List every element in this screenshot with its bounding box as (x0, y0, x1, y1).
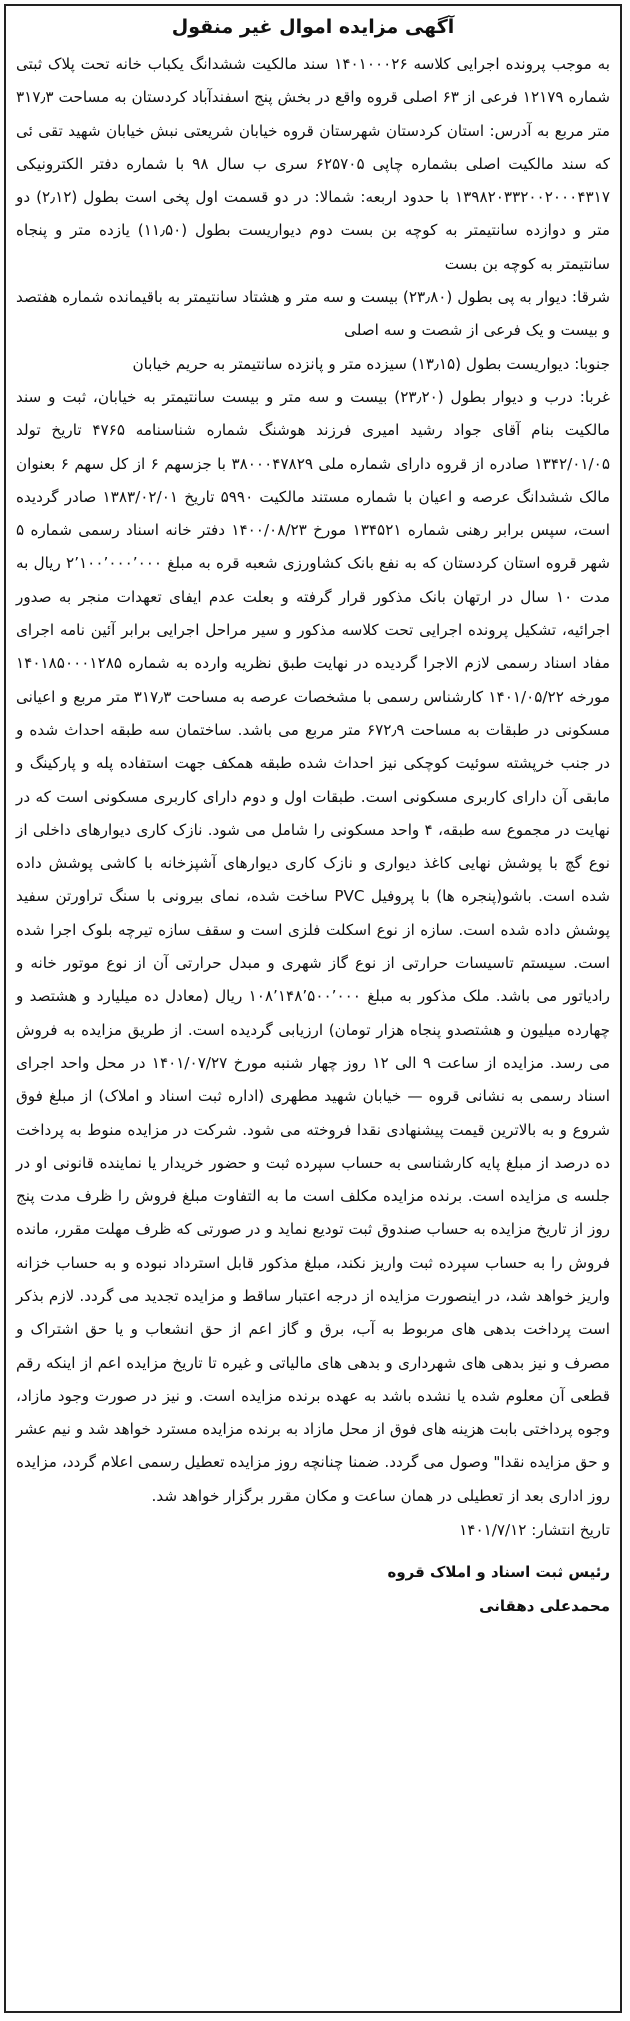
notice-title: آگهی مزایده اموال غیر منقول (171, 16, 455, 38)
body-paragraph-south: جنوبا: دیواریست بطول (۱۳٫۱۵) سیزده متر و پانزده سانتیمتر به حریم خیابان (132, 354, 610, 373)
body-paragraph-west-details: غربا: درب و دیوار بطول (۲۳٫۲۰) بیست و سه متر و بیست سانتیمتر به خیابان، ثبت و سند مالکیت بنام آقای جواد رشید امیری فرزند هوشنگ شماره شناسنامه ۴۷۶۵ تاریخ تولد ۱۳۴۲/۰۱/۰۵ صادره از قروه دارای شماره ملی ۳۸۰۰۰۴۷۸۲۹ با جزسهم ۶ از کل سهم ۶ بعنوان مالک ششدانگ عرصه و اعیان با شماره مستند مالکیت ۵۹۹۰ تاریخ ۱۳۸۳/۰۲/۰۱ صادر گردیده است، سپس برابر رهنی شماره ۱۳۴۵۲۱ مورخ ۱۴۰۰/۰۸/۲۳ دفتر خانه اسناد رسمی شماره ۵ شهر قروه استان کردستان که به نفع بانک کشاورزی شعبه قره به مبلغ ۲٬۱۰۰٬۰۰۰٬۰۰۰ ریال به مدت ۱۰ سال در ارتهان بانک مذکور قرار گرفته و بعلت عدم ایفای تعهدات منجر به صدور اجرائیه، تشکیل پرونده اجرایی تحت کلاسه مذکور و سیر مراحل اجرایی برابر آئین نامه اجرای مفاد اسناد رسمی لازم الاجرا گردیده در نهایت طبق نظریه وارده به شماره ۱۴۰۱۸۵۰۰۰۱۲۸۵ مورخه ۱۴۰۱/۰۵/۲۲ کارشناس رسمی با مشخصات عرصه به مساحت ۳۱۷٫۳ متر مربع و اعیانی مسکونی در طبقات به مساحت ۶۷۲٫۹ متر مربع می باشد. ساختمان سه طبقه احداث شده و در جنب خرپشته سوئیت کوچکی نیز احداث شده طبقه همکف جهت استفاده پله و پارکینگ و مابقی آن دارای کاربری مسکونی است. طبقات اول و دوم دارای کاربری مسکونی است که در نهایت در مجموع سه طبقه، ۴ واحد مسکونی را شامل می شود. نازک کاری دیوارهای داخلی از نوع گچ با پوشش نهایی کاغذ دیواری و نازک کاری دیوارهای آشپزخانه با کاشی پوشش داده شده است. باشو(پنجره ها) با پروفیل PVC ساخت شده، نمای بیرونی با سنگ تراورتن سفید پوشش داده شده است. سازه از نوع اسکلت فلزی است و سقف سازه تیرچه بلوک اجرا شده است. سیستم تاسیسات حرارتی از نوع گاز شهری و مبدل حرارتی آن از نوع موتور خانه و رادیاتور می باشد. ملک مذکور به مبلغ ۱۰۸٬۱۴۸٬۵۰۰٬۰۰۰ ریال (معادل ده میلیارد و هشتصد و چهارده میلیون و هشتصدو پنجاه هزار تومان) ارزیابی گردیده است. از طریق مزایده به فروش می رسد. مزایده از ساعت ۹ الی ۱۲ روز چهار شنبه مورخ ۱۴۰۱/۰۷/۲۷ در محل واحد اجرای اسناد رسمی به نشانی قروه — خیابان شهید مطهری (اداره ثبت اسناد و املاک) از مبلغ فوق شروع و به بالاترین قیمت پیشنهادی نقدا فروخته می شود. شرکت در مزایده منوط به پرداخت ده درصد از مبلغ پایه کارشناسی به حساب سپرده ثبت و حضور خریدار یا نماینده قانونی او در جلسه ی مزایده است. برنده مزایده مکلف است ما به التفاوت مبلغ فروش را ظرف مدت پنج روز از تاریخ مزایده به حساب صندوق ثبت تودیع نماید و در صورتی که ظرف مهلت مقرر، مانده فروش را به حساب سپرده ثبت واریز نکند، مبلغ مذکور قابل استرداد نبوده و به حساب خزانه واریز خواهد شد، در اینصورت مزایده از درجه اعتبار ساقط و مزایده تجدید می گردد. لازم بذکر است پرداخت بدهی های مربوط به آب، برق و گاز اعم از حق انشعاب و یا حق اشتراک و مصرف و نیز بدهی های شهرداری و بدهی های مالیاتی و غیره تا تاریخ مزایده اعم از اینکه رقم قطعی آن معلوم شده یا نشده باشد به عهده برنده مزایده است. و نیز در صورت وجود مازاد، وجوه پرداختی بابت هزینه های فوق از محل مازاد به برنده مزایده مسترد خواهد شد و نیم عشر و حق مزایده نقدا" وصول می گردد. ضمنا چنانچه روز مزایده تعطیل رسمی اعلام گردد، مزایده روز اداری بعد از تعطیلی در همان ساعت و مکان مقرر برگزار خواهد شد. (16, 387, 611, 1505)
notice-body (16, 48, 610, 1513)
auction-notice (4, 4, 622, 2013)
signature-name: محمدعلی دهقانی (479, 1597, 610, 1616)
signature-block (16, 1555, 610, 1623)
body-paragraph-east: شرقا: دیوار به پی بطول (۲۳٫۸۰) بیست و سه متر و هشتاد سانتیمتر به باقیمانده شماره هفتصد و بیست و یک فرعی از شصت و سه اصلی (16, 288, 610, 340)
signature-position: رئیس ثبت اسناد و املاک قروه (387, 1563, 610, 1582)
body-paragraph-intro: به موجب پرونده اجرایی کلاسه ۱۴۰۱۰۰۰۲۶ سند مالکیت ششدانگ یکباب خانه تحت پلاک ثبتی شماره ۱۲۱۷۹ فرعی از ۶۳ اصلی قروه واقع در بخش پنج اسفندآباد کردستان به مساحت ۳۱۷٫۳ متر مربع به آدرس: استان کردستان شهرستان قروه خیابان شریعتی نبش خیابان شهید تقی ئی که سند مالکیت اصلی بشماره چاپی ۶۲۵۷۰۵ سری ب سال ۹۸ با شماره دفتر الکترونیکی ۱۳۹۸۲۰۳۳۲۰۰۲۰۰۰۴۳۱۷ با حدود اربعه: شمالا: در دو قسمت اول پخی است بطول (۲٫۱۲) دو متر و دوازده سانتیمتر به کوچه بن بست دوم دیواریست بطول (۱۱٫۵۰) یازده متر و پنجاه سانتیمتر به کوچه بن بست (16, 55, 611, 273)
publish-date: تاریخ انتشار: ۱۴۰۱/۷/۱۲ (459, 1521, 610, 1540)
